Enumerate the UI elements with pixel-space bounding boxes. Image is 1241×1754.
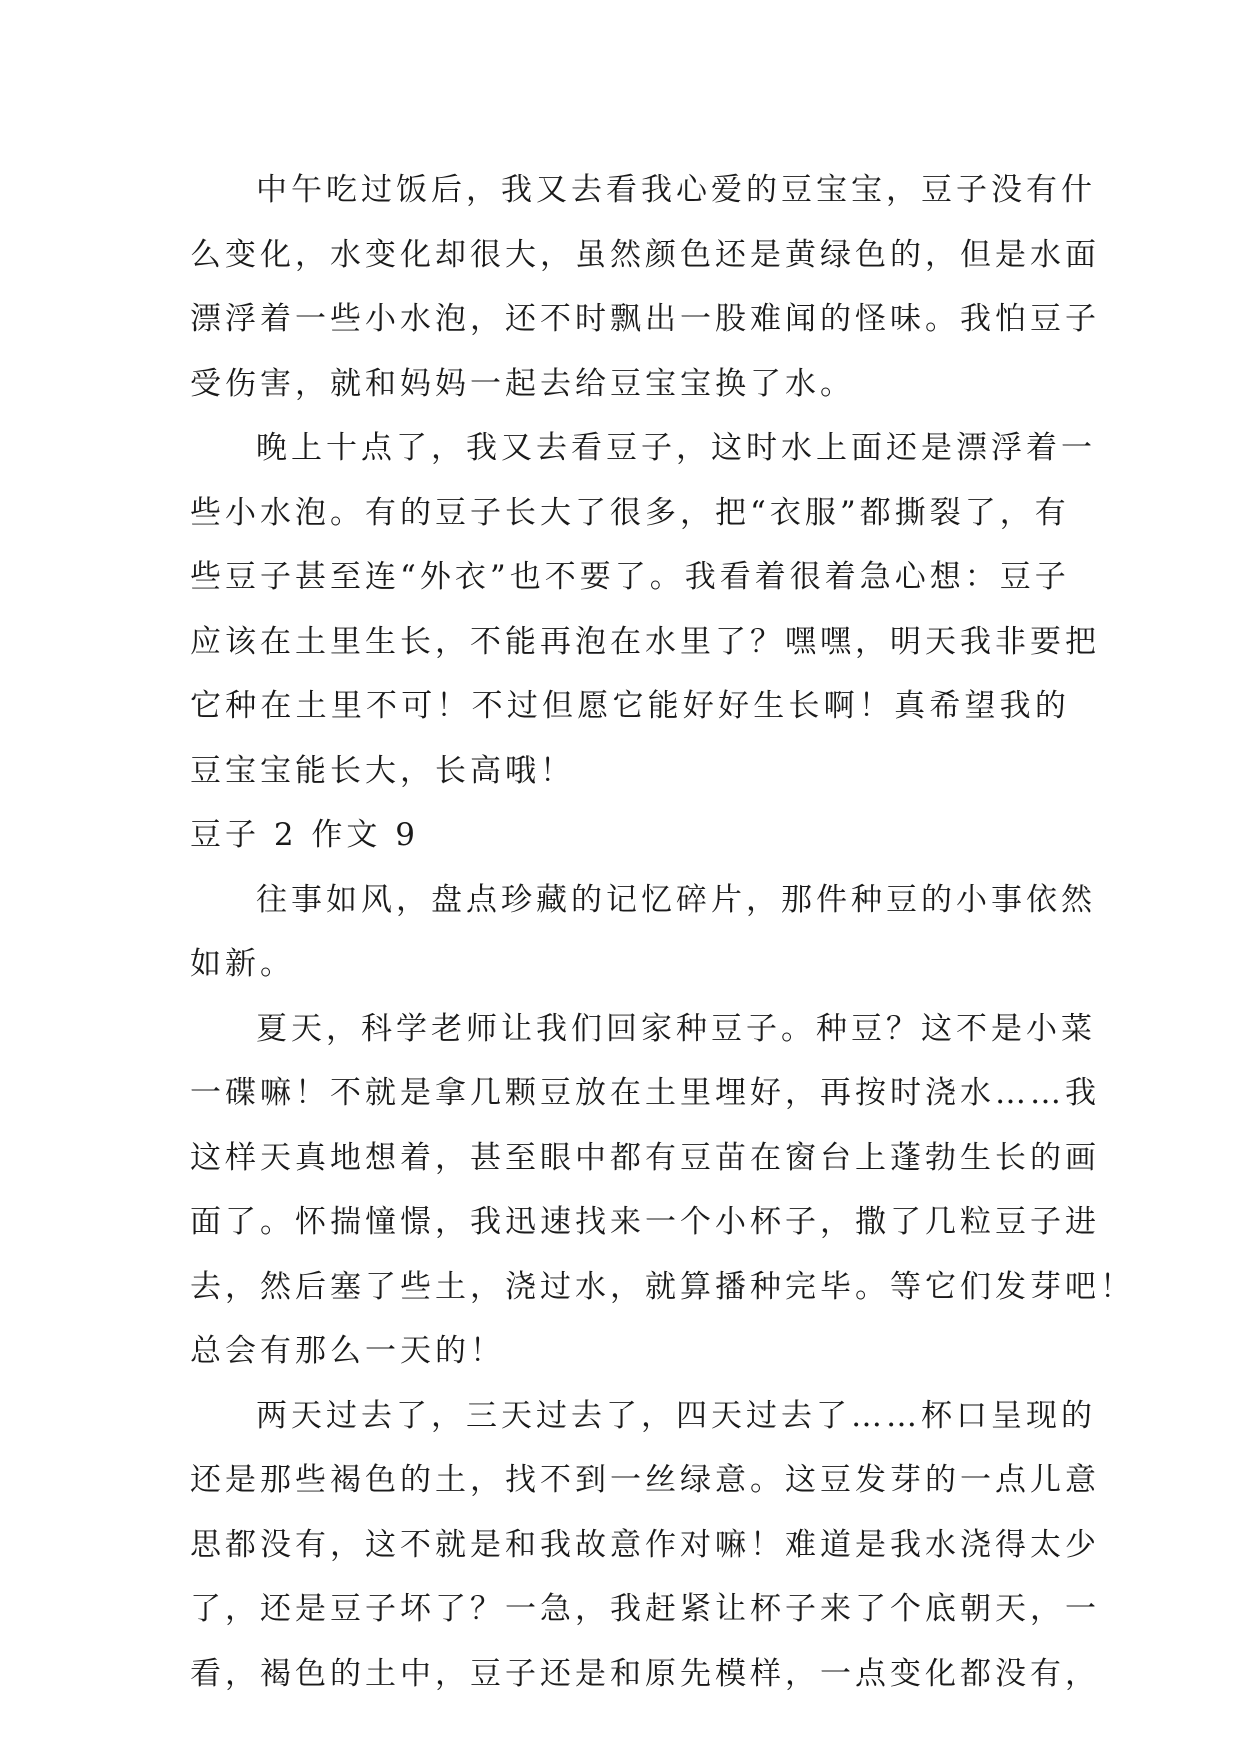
text-line: 些 豆 子 甚 至 连 “ 外 衣 ” 也 不 要 了 。 我 看 着 很 着 急 心 想 ： 豆 子 [190,559,1070,595]
text-line: 一 碟 嘛 ！ 不 就 是 拿 几 颗 豆 放 在 土 里 埋 好 ， 再 按 时 浇 水 … … 我 [190,1075,1100,1111]
text-line: 受伤害，就和妈妈一起去给豆宝宝换了水。 [190,365,855,402]
text-line: 漂 浮 着 一 些 小 水 泡 ， 还 不 时 飘 出 一 股 难 闻 的 怪 味 。 我 怕 豆 子 [190,301,1100,337]
text-line: 晚 上 十 点 了 ， 我 又 去 看 豆 子 ， 这 时 水 上 面 还 是 漂 浮 着 一 [256,430,1096,466]
text-line: 中 午 吃 过 饭 后 ， 我 又 去 看 我 心 爱 的 豆 宝 宝 ， 豆 子 没 有 什 [256,172,1096,208]
section-heading: 豆子 2 作文 9 [190,817,420,853]
text-line: 它 种 在 土 里 不 可 ！ 不 过 但 愿 它 能 好 好 生 长 啊 ！ 真 希 望 我 的 [190,688,1070,724]
text-line: 夏 天 ， 科 学 老 师 让 我 们 回 家 种 豆 子 。 种 豆 ？ 这 不 是 小 菜 [256,1010,1096,1047]
text-line: 两 天 过 去 了 ， 三 天 过 去 了 ， 四 天 过 去 了 … … 杯 口 呈 现 的 [256,1397,1096,1434]
text-line: 如新。 [190,946,295,982]
document-body [190,158,1135,1706]
text-line: 应 该 在 土 里 生 长 ， 不 能 再 泡 在 水 里 了 ？ 嘿 嘿 ， 明 天 我 非 要 把 [190,623,1100,660]
text-line: 些 小 水 泡 。 有 的 豆 子 长 大 了 很 多 ， 把 “ 衣 服 ” 都 撕 裂 了 ， 有 [190,494,1070,531]
text-line: 了 ， 还 是 豆 子 坏 了 ？ 一 急 ， 我 赶 紧 让 杯 子 来 了 个 底 朝 天 ， 一 [190,1591,1100,1627]
text-line: 面 了 。 怀 揣 憧 憬 ， 我 迅 速 找 来 一 个 小 杯 子 ， 撒 了 几 粒 豆 子 进 [190,1204,1100,1240]
text-line: 看 ， 褐 色 的 土 中 ， 豆 子 还 是 和 原 先 模 样 ， 一 点 变 化 都 没 有 ， [190,1655,1100,1692]
text-line: 这 样 天 真 地 想 着 ， 甚 至 眼 中 都 有 豆 苗 在 窗 台 上 蓬 勃 生 长 的 画 [190,1139,1100,1176]
text-line: 去 ， 然 后 塞 了 些 土 ， 浇 过 水 ， 就 算 播 种 完 毕 。 等 它 们 发 芽 吧 ！ [190,1268,1135,1305]
text-line: 豆宝宝能长大，长高哦！ [190,752,575,789]
text-line: 么 变 化 ， 水 变 化 却 很 大 ， 虽 然 颜 色 还 是 黄 绿 色 的 ， 但 是 水 面 [190,236,1100,273]
text-line: 总会有那么一天的！ [190,1333,505,1369]
text-line: 思 都 没 有 ， 这 不 就 是 和 我 故 意 作 对 嘛 ！ 难 道 是 我 水 浇 得 太 少 [190,1526,1100,1563]
text-line: 往 事 如 风 ， 盘 点 珍 藏 的 记 忆 碎 片 ， 那 件 种 豆 的 小 事 依 然 [256,881,1096,918]
text-line: 还 是 那 些 褐 色 的 土 ， 找 不 到 一 丝 绿 意 。 这 豆 发 芽 的 一 点 儿 意 [190,1462,1100,1498]
